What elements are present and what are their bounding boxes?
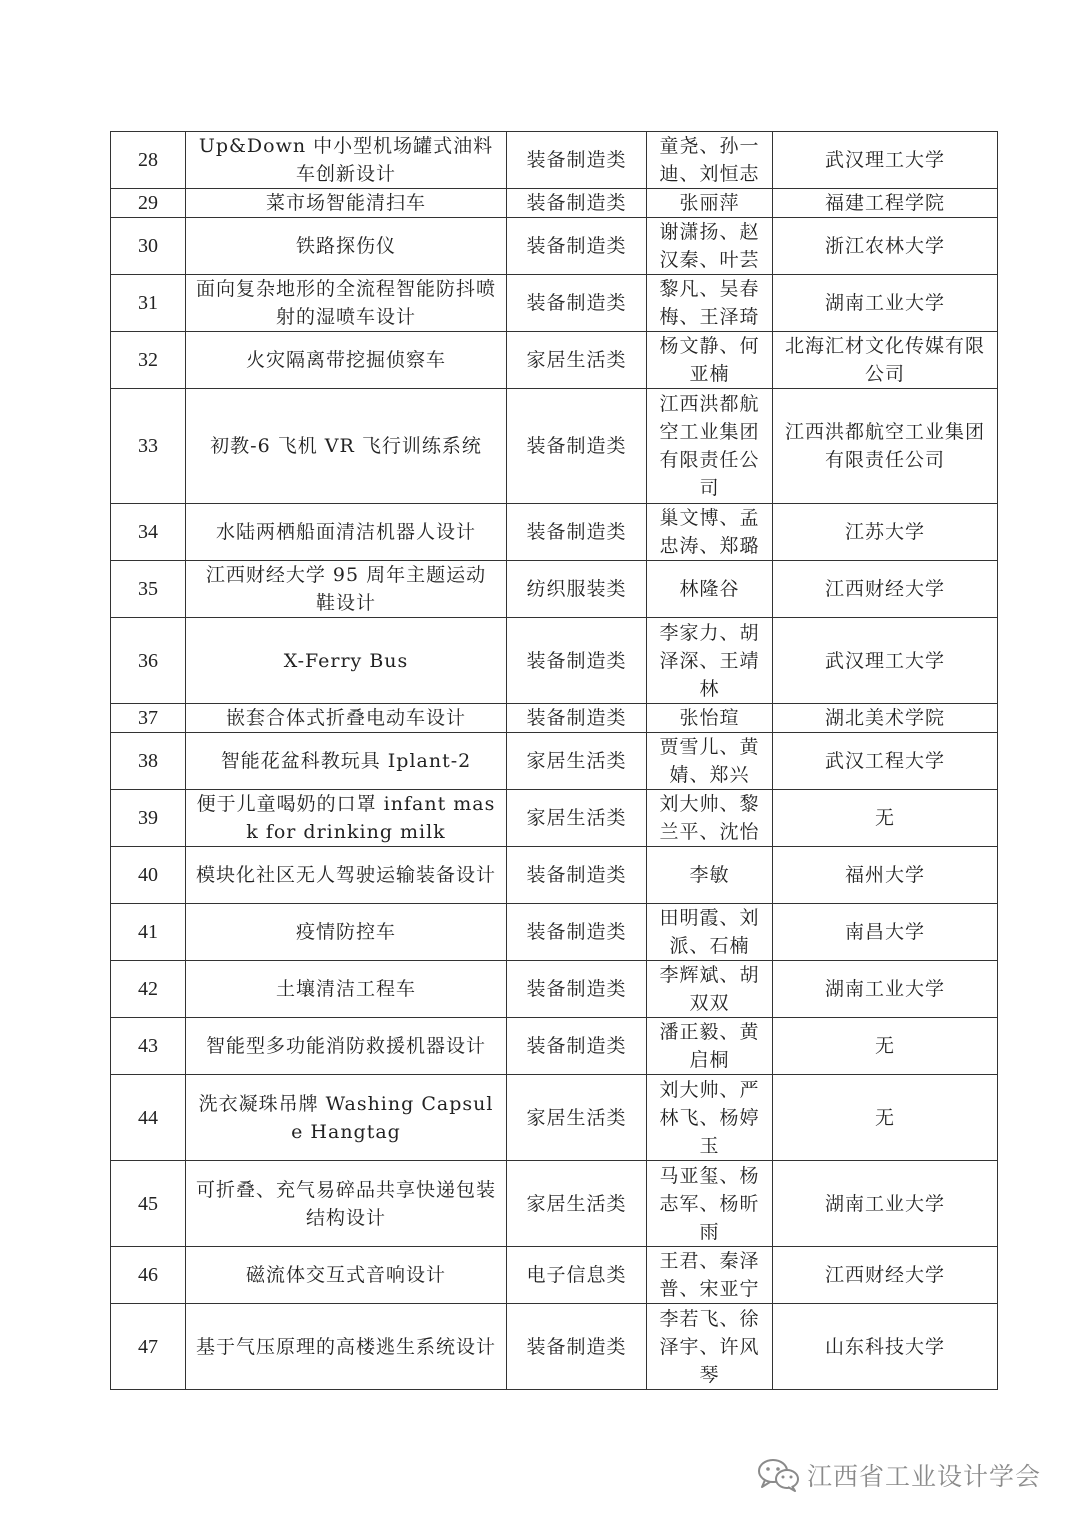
cell-category: 装备制造类	[507, 904, 647, 961]
cell-organization: 江西洪都航空工业集团有限责任公司	[773, 389, 998, 504]
cell-authors: 王君、秦泽普、宋亚宁	[647, 1247, 773, 1304]
wechat-icon	[757, 1458, 801, 1492]
table-row	[111, 1161, 998, 1247]
table-row	[111, 332, 998, 389]
cell-organization: 江西财经大学	[773, 1247, 998, 1304]
cell-authors: 黎凡、吴春梅、王泽琦	[647, 275, 773, 332]
cell-number: 39	[111, 790, 186, 847]
cell-work-name: 基于气压原理的高楼逃生系统设计	[186, 1304, 507, 1390]
cell-authors: 李若飞、徐泽宇、许风琴	[647, 1304, 773, 1390]
cell-work-name: 智能型多功能消防救援机器设计	[186, 1018, 507, 1075]
cell-work-name: 土壤清洁工程车	[186, 961, 507, 1018]
table-row	[111, 561, 998, 618]
cell-authors: 贾雪儿、黄婧、郑兴	[647, 733, 773, 790]
cell-organization: 湖北美术学院	[773, 704, 998, 733]
cell-organization: 湖南工业大学	[773, 1161, 998, 1247]
cell-number: 41	[111, 904, 186, 961]
cell-category: 装备制造类	[507, 132, 647, 189]
cell-number: 45	[111, 1161, 186, 1247]
table-row	[111, 904, 998, 961]
cell-category: 装备制造类	[507, 704, 647, 733]
table-row	[111, 1247, 998, 1304]
cell-organization: 无	[773, 1075, 998, 1161]
table-row	[111, 961, 998, 1018]
cell-category: 装备制造类	[507, 1018, 647, 1075]
cell-work-name: 初教-6 飞机 VR 飞行训练系统	[186, 389, 507, 504]
cell-category: 装备制造类	[507, 275, 647, 332]
cell-category: 装备制造类	[507, 504, 647, 561]
cell-organization: 福州大学	[773, 847, 998, 904]
cell-number: 37	[111, 704, 186, 733]
cell-number: 34	[111, 504, 186, 561]
cell-organization: 无	[773, 1018, 998, 1075]
cell-organization: 北海汇材文化传媒有限公司	[773, 332, 998, 389]
cell-authors: 潘正毅、黄启桐	[647, 1018, 773, 1075]
cell-organization: 武汉理工大学	[773, 132, 998, 189]
cell-authors: 林隆谷	[647, 561, 773, 618]
cell-number: 42	[111, 961, 186, 1018]
cell-number: 35	[111, 561, 186, 618]
cell-organization: 湖南工业大学	[773, 275, 998, 332]
cell-organization: 武汉理工大学	[773, 618, 998, 704]
cell-category: 装备制造类	[507, 189, 647, 218]
cell-category: 家居生活类	[507, 332, 647, 389]
table-row	[111, 1304, 998, 1390]
cell-number: 38	[111, 733, 186, 790]
cell-authors: 江西洪都航空工业集团有限责任公司	[647, 389, 773, 504]
cell-number: 44	[111, 1075, 186, 1161]
cell-authors: 田明霞、刘派、石楠	[647, 904, 773, 961]
table-row	[111, 790, 998, 847]
cell-number: 36	[111, 618, 186, 704]
cell-number: 43	[111, 1018, 186, 1075]
cell-organization: 江西财经大学	[773, 561, 998, 618]
cell-category: 装备制造类	[507, 961, 647, 1018]
cell-category: 装备制造类	[507, 218, 647, 275]
cell-authors: 张丽萍	[647, 189, 773, 218]
cell-work-name: 磁流体交互式音响设计	[186, 1247, 507, 1304]
award-table-body	[111, 132, 998, 1390]
cell-organization: 无	[773, 790, 998, 847]
cell-category: 家居生活类	[507, 1075, 647, 1161]
cell-authors: 刘大帅、严林飞、杨婷玉	[647, 1075, 773, 1161]
cell-work-name: 智能花盆科教玩具 Iplant-2	[186, 733, 507, 790]
cell-category: 装备制造类	[507, 618, 647, 704]
table-row	[111, 275, 998, 332]
cell-organization: 江苏大学	[773, 504, 998, 561]
cell-work-name: 面向复杂地形的全流程智能防抖喷射的湿喷车设计	[186, 275, 507, 332]
table-row	[111, 847, 998, 904]
cell-authors: 巢文博、孟忠涛、郑璐	[647, 504, 773, 561]
cell-work-name: 模块化社区无人驾驶运输装备设计	[186, 847, 507, 904]
cell-work-name: 水陆两栖船面清洁机器人设计	[186, 504, 507, 561]
cell-number: 29	[111, 189, 186, 218]
table-row	[111, 218, 998, 275]
cell-number: 46	[111, 1247, 186, 1304]
cell-number: 47	[111, 1304, 186, 1390]
cell-category: 装备制造类	[507, 1304, 647, 1390]
cell-work-name: 洗衣凝珠吊牌 Washing Capsule Hangtag	[186, 1075, 507, 1161]
cell-authors: 谢潇扬、赵汉秦、叶芸	[647, 218, 773, 275]
cell-authors: 李家力、胡泽深、王靖林	[647, 618, 773, 704]
cell-work-name: 嵌套合体式折叠电动车设计	[186, 704, 507, 733]
cell-authors: 刘大帅、黎兰平、沈怡	[647, 790, 773, 847]
cell-authors: 童尧、孙一迪、刘恒志	[647, 132, 773, 189]
cell-work-name: 菜市场智能清扫车	[186, 189, 507, 218]
cell-number: 33	[111, 389, 186, 504]
cell-category: 家居生活类	[507, 1161, 647, 1247]
cell-work-name: 便于儿童喝奶的口罩 infant mask for drinking milk	[186, 790, 507, 847]
cell-number: 28	[111, 132, 186, 189]
table-row	[111, 389, 998, 504]
table-row	[111, 704, 998, 733]
cell-organization: 福建工程学院	[773, 189, 998, 218]
cell-organization: 山东科技大学	[773, 1304, 998, 1390]
table-row	[111, 504, 998, 561]
cell-work-name: Up&Down 中小型机场罐式油料车创新设计	[186, 132, 507, 189]
cell-organization: 南昌大学	[773, 904, 998, 961]
table-row	[111, 1018, 998, 1075]
table-row	[111, 733, 998, 790]
cell-authors: 李敏	[647, 847, 773, 904]
cell-authors: 李辉斌、胡双双	[647, 961, 773, 1018]
cell-work-name: 可折叠、充气易碎品共享快递包装结构设计	[186, 1161, 507, 1247]
cell-authors: 马亚玺、杨志军、杨昕雨	[647, 1161, 773, 1247]
cell-number: 40	[111, 847, 186, 904]
cell-category: 纺织服装类	[507, 561, 647, 618]
cell-number: 30	[111, 218, 186, 275]
cell-category: 装备制造类	[507, 389, 647, 504]
cell-work-name: 疫情防控车	[186, 904, 507, 961]
cell-category: 家居生活类	[507, 733, 647, 790]
cell-category: 家居生活类	[507, 790, 647, 847]
cell-number: 32	[111, 332, 186, 389]
cell-organization: 武汉工程大学	[773, 733, 998, 790]
award-table	[110, 131, 998, 1390]
table-row	[111, 1075, 998, 1161]
cell-number: 31	[111, 275, 186, 332]
watermark	[757, 1457, 1041, 1493]
cell-category: 装备制造类	[507, 847, 647, 904]
cell-category: 电子信息类	[507, 1247, 647, 1304]
cell-work-name: 江西财经大学 95 周年主题运动鞋设计	[186, 561, 507, 618]
cell-work-name: 铁路探伤仪	[186, 218, 507, 275]
cell-authors: 杨文静、何亚楠	[647, 332, 773, 389]
table-row	[111, 189, 998, 218]
table-row	[111, 618, 998, 704]
table-row	[111, 132, 998, 189]
cell-authors: 张怡瑄	[647, 704, 773, 733]
watermark-text: 江西省工业设计学会	[807, 1462, 1042, 1491]
cell-organization: 浙江农林大学	[773, 218, 998, 275]
cell-work-name: 火灾隔离带挖掘侦察车	[186, 332, 507, 389]
cell-work-name: X-Ferry Bus	[186, 618, 507, 704]
cell-organization: 湖南工业大学	[773, 961, 998, 1018]
